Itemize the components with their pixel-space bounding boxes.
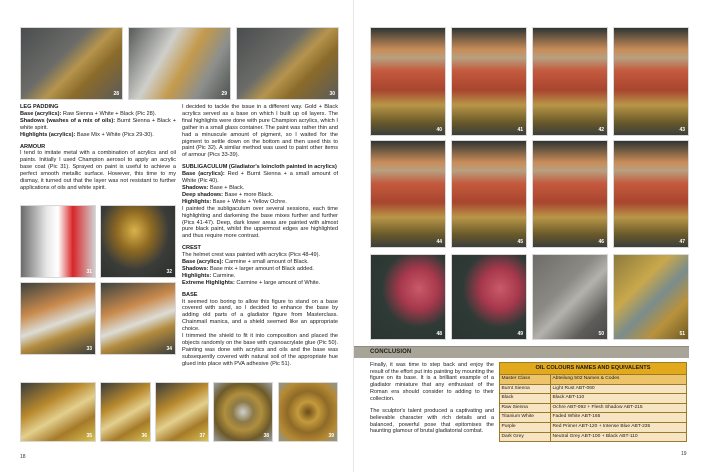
oil-table-row: [500, 384, 687, 394]
photo-number-label: 44: [436, 239, 442, 245]
photo-number-label: 29: [221, 91, 227, 97]
photo-number-label: 43: [679, 127, 685, 133]
photo-41: [451, 27, 527, 136]
photo-47: [613, 140, 689, 248]
master-class-colour: Titanium White: [500, 413, 551, 423]
right-page: [354, 0, 709, 472]
abteilung-equivalent: Red Primer ABT-120 + Intense Blue ABT-235: [551, 422, 687, 432]
photo-39: [278, 382, 338, 442]
base-text-2: I trimmed the shield to fit it into composition and placed the objects randomly on the base with cyanoacrylate glue (Pic 50). Painting was done with acrylics and oils and the base was subsequently covered with natural soil of the appropriate hue glued into place with PVA adhesive (Pic 51).: [182, 333, 338, 367]
master-class-colour: Burnt Sienna: [500, 384, 551, 394]
photo-number-label: 31: [86, 269, 92, 275]
photo-51: [613, 254, 689, 340]
photo-29: [128, 27, 231, 100]
leg-padding-shadows: Shadows (washes of a mix of oils): Burnt Sienna + Black + white spirit.: [20, 117, 176, 131]
armour-continued-text: I decided to tackle the issue in a different way. Gold + Black acrylics served as a base on which I built up oil layers. The final highlights were done with pure Champion acrylics, which I gather in a small glass container. The paint was rather thin and had a minuscule amount of pigment, so I waited for the pigment to settle down on the bottom and then used this to paint (Pic 32). A similar method was used to paint other items of armour (Pics 33-39).: [182, 104, 338, 159]
photo-number-label: 39: [328, 433, 334, 439]
crest-intro: The helmet crest was painted with acrylics (Pics 48-49).: [182, 252, 321, 259]
subligaculum-shadows: Shadows: Base + Black.: [182, 184, 245, 191]
photo-number-label: 30: [329, 91, 335, 97]
page-number-right: 19: [681, 451, 687, 457]
photo-34: [100, 282, 176, 355]
photo-46: [532, 140, 608, 248]
photo-number-label: 35: [86, 433, 92, 439]
conclusion-text: [370, 362, 494, 435]
photo-48: [370, 254, 446, 340]
left-page: [0, 0, 354, 472]
page-number-left: 18: [20, 454, 26, 460]
oil-table-row: [500, 422, 687, 432]
photo-number-label: 32: [166, 269, 172, 275]
photo-43: [613, 27, 689, 136]
photo-49: [451, 254, 527, 340]
photo-number-label: 49: [517, 331, 523, 337]
crest-heading: CREST: [182, 245, 201, 252]
oil-colours-table: [499, 362, 687, 442]
subligaculum-highlights: Highlights: Base + White + Yellow Ochre.: [182, 198, 287, 205]
photo-number-label: 45: [517, 239, 523, 245]
photo-40: [370, 27, 446, 136]
armour-heading: ARMOUR: [20, 143, 46, 150]
photo-number-label: 47: [679, 239, 685, 245]
photo-number-label: 36: [141, 433, 147, 439]
photo-38: [213, 382, 273, 442]
photo-30: [236, 27, 339, 100]
photo-33: [20, 282, 96, 355]
abteilung-equivalent: Black ABT-110: [551, 394, 687, 404]
photo-45: [451, 140, 527, 248]
master-class-colour: Raw Sienna: [500, 403, 551, 413]
base-text-1: It seemed too boring to allow this figure to stand on a base covered with sand, so I decided to enhance the base by adding old parts of a gladiator figure from Masterclass. Chainmail manica, and a shield seemed like an appropriate choice.: [182, 298, 338, 333]
subligaculum-heading: SUBLIGACULUM (Gladiator's loincloth painted in acrylics): [182, 164, 337, 171]
oil-table-header-abteilung: Abteilung 502 Names & Codes: [551, 375, 687, 385]
photo-number-label: 50: [598, 331, 604, 337]
abteilung-equivalent: Light Rust ABT-060: [551, 384, 687, 394]
leg-padding-base: Base (acrylics): Raw Sienna + White + Black (Pic 28).: [20, 110, 157, 117]
photo-number-label: 48: [436, 331, 442, 337]
leg-padding-highlights: Highlights (acrylics): Base Mix + White (Pics 29-30).: [20, 131, 154, 138]
base-heading: BASE: [182, 291, 198, 298]
photo-36: [100, 382, 151, 442]
crest-extreme-highlights: Extreme Highlights: Carmine + large amount of White.: [182, 279, 321, 286]
oil-table-row: [500, 403, 687, 413]
crest-shadows: Shadows: Base mix + larger amount of Black added.: [182, 265, 314, 272]
photo-number-label: 37: [199, 433, 205, 439]
oil-table-row: [500, 413, 687, 423]
crest-highlights: Highlights: Carmine.: [182, 272, 236, 279]
abteilung-equivalent: Faded White ABT-165: [551, 413, 687, 423]
conclusion-heading: CONCLUSION: [370, 349, 412, 355]
oil-table-row: [500, 394, 687, 404]
photo-number-label: 41: [517, 127, 523, 133]
master-class-colour: Dark Grey: [500, 432, 551, 442]
photo-31: [20, 205, 96, 278]
crest-base: Base (acrylics): Carmine + small amount of Black.: [182, 259, 309, 266]
conclusion-paragraph-2: The sculptor's talent produced a captivating and believable character with rich details and a balanced, powerful pose that epitomises the haunting glamour of brutal gladiatorial combat.: [370, 408, 494, 435]
photo-44: [370, 140, 446, 248]
photo-number-label: 42: [598, 127, 604, 133]
photo-37: [155, 382, 209, 442]
photo-number-label: 34: [166, 346, 172, 352]
photo-28: [20, 27, 123, 100]
oil-table-header-row: [500, 375, 687, 385]
master-class-colour: Purple: [500, 422, 551, 432]
text-column-right: [182, 104, 338, 368]
photo-number-label: 40: [436, 127, 442, 133]
photo-number-label: 38: [263, 433, 269, 439]
oil-table-row: [500, 432, 687, 442]
armour-text: I tend to imitate metal with a combination of acrylics and oil paints. Initially I used Champion aerosol to apply an acrylic base coat (Pic 31). Sprayed on paint is useful to achieve a perfect smooth metallic surface. However, this time to my dismay, it turned out that the layer was not resistant to further applications of oils and white spirit.: [20, 150, 176, 191]
photo-number-label: 28: [113, 91, 119, 97]
photo-42: [532, 27, 608, 136]
photo-number-label: 51: [679, 331, 685, 337]
conclusion-header-bar: [354, 346, 689, 358]
conclusion-paragraph-1: Finally, it was time to step back and enjoy the result of the effort put into painting by mounting the figure on its base. It is a brilliant example of a gladiator miniature that any enthusiast of the Roman era should consider to adding to their collection.: [370, 362, 494, 402]
photo-32: [100, 205, 176, 278]
subligaculum-text: I painted the subligaculum over several sessions, each time highlighting and darkening the base mixes further and further (Pics 41-47). Deep, dark lower areas are painted with almost pure black paint, whilst the uppermost edges are highlighted and thus require more contrast.: [182, 205, 338, 240]
photo-35: [20, 382, 96, 442]
photo-number-label: 46: [598, 239, 604, 245]
abteilung-equivalent: Ochre ABT-092 + Flesh Shadow ABT-215: [551, 403, 687, 413]
abteilung-equivalent: Neutral Grey ABT-100 + Black ABT-110: [551, 432, 687, 442]
subligaculum-base: Base (acrylics): Red + Burnt Sienna + a small amount of White (Pic 40).: [182, 171, 338, 185]
oil-table-header-master-class: Master Class: [500, 375, 551, 385]
oil-table-title: OIL COLOURS NAMES AND EQUIVALENTS: [500, 363, 687, 375]
text-column-left: [20, 104, 176, 192]
leg-padding-heading: LEG PADDING: [20, 104, 59, 110]
subligaculum-deep-shadows: Deep shadows: Base + more Black.: [182, 191, 274, 198]
master-class-colour: Black: [500, 394, 551, 404]
photo-number-label: 33: [86, 346, 92, 352]
photo-50: [532, 254, 608, 340]
